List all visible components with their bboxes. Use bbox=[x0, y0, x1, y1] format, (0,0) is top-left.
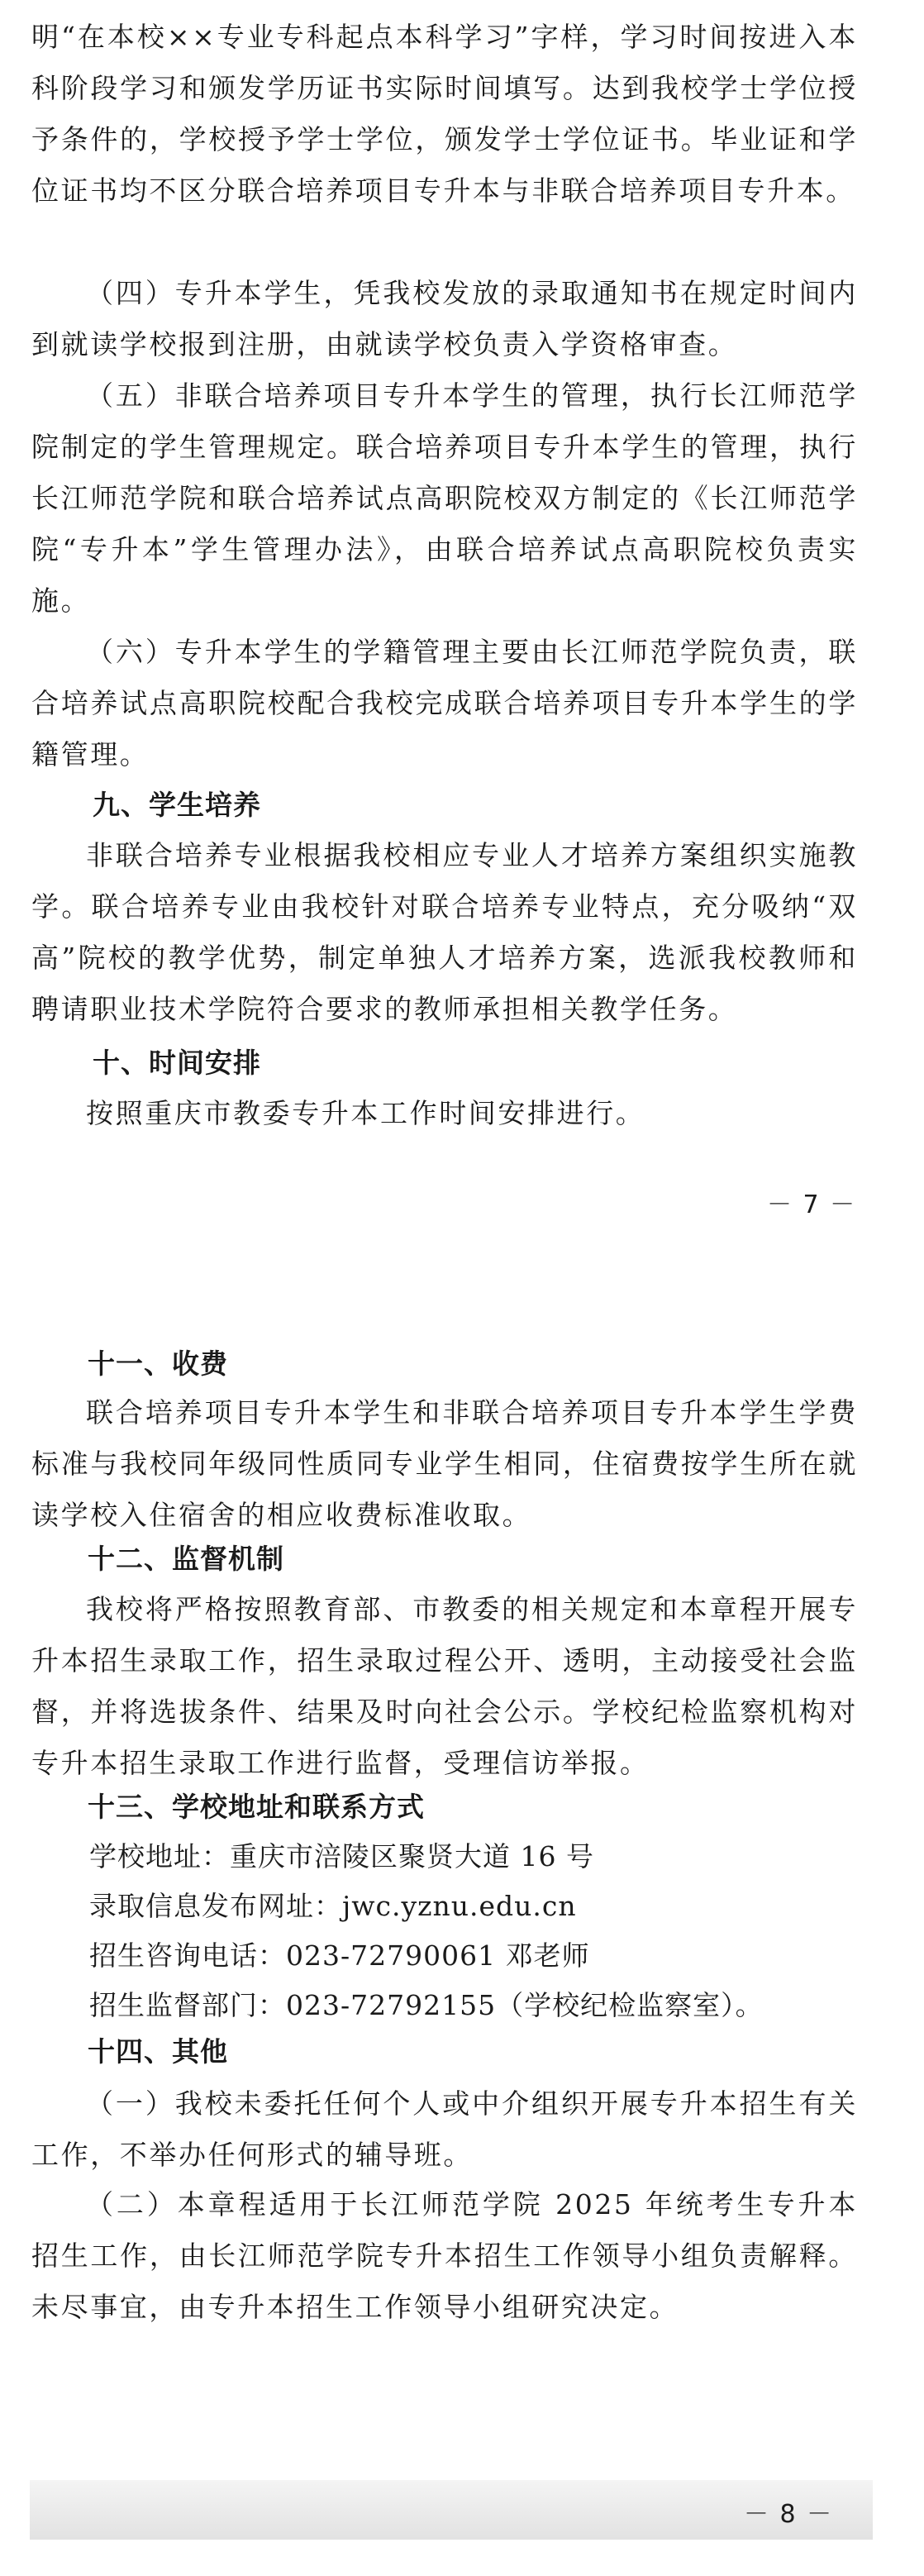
paragraph-section-9: 非联合培养专业根据我校相应专业人才培养方案组织实施教学。联合培养专业由我校针对联合培养专业特点，充分吸纳“双高”院校的教学优势，制定单独人才培养方案，选派我校教师和聘请职业技术学院符合要求的教师承担相关教学任务。 bbox=[31, 839, 858, 1025]
paragraph-item-4: （四）专升本学生，凭我校发放的录取通知书在规定时间内到就读学校报到注册，由就读学校负责入学资格审查。 bbox=[31, 277, 858, 360]
page-8 bbox=[0, 1290, 924, 2576]
page-number: － 7 － bbox=[767, 1190, 857, 1219]
admission-website: 录取信息发布网址：jwc.yznu.edu.cn bbox=[89, 1890, 577, 1922]
paragraph-other-2: （二）本章程适用于长江师范学院 2025 年统考生专升本招生工作，由长江师范学院专升本招生工作领导小组负责解释。未尽事宜，由专升本招生工作领导小组研究决定。 bbox=[31, 2188, 858, 2323]
school-address: 学校地址：重庆市涪陵区聚贤大道 16 号 bbox=[89, 1840, 594, 1872]
page-number-8: － 8 － bbox=[744, 2500, 834, 2529]
supervision-contact: 招生监督部门：023-72792155（学校纪检监察室）。 bbox=[89, 1989, 764, 2021]
paragraph-item-6: （六）专升本学生的学籍管理主要由长江师范学院负责，联合培养试点高职院校配合我校完成联合培养项目专升本学生的学籍管理。 bbox=[31, 636, 858, 770]
paragraph-degree-certificate: 明“在本校××专业专科起点本科学习”字样，学习时间按进入本科阶段学习和颁发学历证书实际时间填写。达到我校学士学位授予条件的，学校授予学士学位，颁发学士学位证书。毕业证和学位证书均不区分联合培养项目专升本与非联合培养项目专升本。 bbox=[31, 21, 858, 207]
section-heading-11: 十一、收费 bbox=[88, 1348, 228, 1380]
paragraph-section-10: 按照重庆市教委专升本工作时间安排进行。 bbox=[86, 1097, 645, 1129]
paragraph-item-5: （五）非联合培养项目专升本学生的管理，执行长江师范学院制定的学生管理规定。联合培养项目专升本学生的管理，执行长江师范学院和联合培养试点高职院校双方制定的《长江师范学院“专升本”学生管理办法》，由联合培养试点高职院校负责实施。 bbox=[31, 379, 858, 617]
section-heading-9: 九、学生培养 bbox=[93, 789, 261, 821]
section-heading-10: 十、时间安排 bbox=[93, 1047, 261, 1079]
paragraph-other-1: （一）我校未委托任何个人或中介组织开展专升本招生有关工作，不举办任何形式的辅导班。 bbox=[31, 2087, 858, 2171]
section-heading-13: 十三、学校地址和联系方式 bbox=[88, 1791, 425, 1823]
section-heading-12: 十二、监督机制 bbox=[88, 1543, 284, 1575]
consult-phone: 招生咨询电话：023-72790061 邓老师 bbox=[89, 1939, 590, 1972]
paragraph-section-11: 联合培养项目专升本学生和非联合培养项目专升本学生学费标准与我校同年级同性质同专业学生相同，住宿费按学生所在就读学校入住宿舍的相应收费标准收取。 bbox=[31, 1396, 858, 1531]
paragraph-section-12: 我校将严格按照教育部、市教委的相关规定和本章程开展专升本招生录取工作，招生录取过程公开、透明，主动接受社会监督，并将选拔条件、结果及时向社会公示。学校纪检监察机构对专升本招生录取工作进行监督，受理信访举报。 bbox=[31, 1593, 858, 1779]
section-heading-14: 十四、其他 bbox=[88, 2035, 228, 2068]
